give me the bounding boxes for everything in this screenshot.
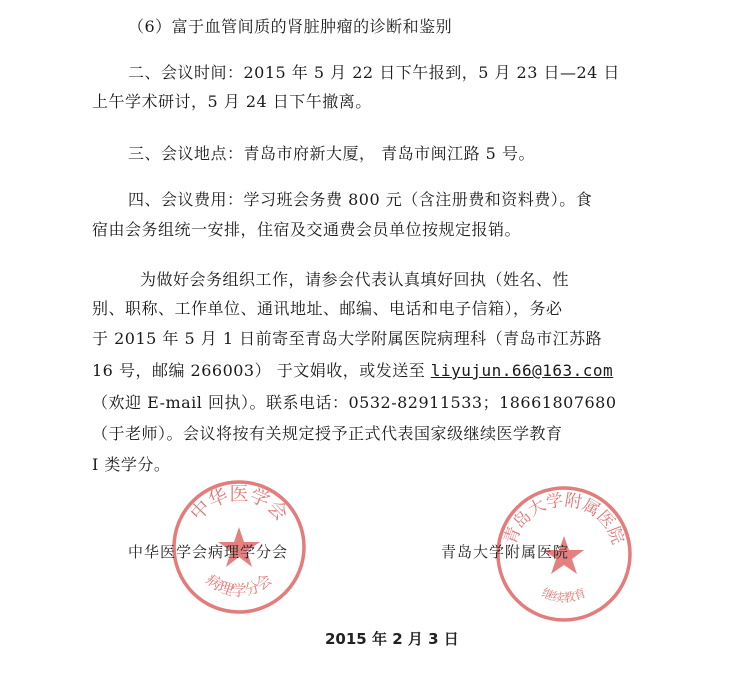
right-seal-top-text: 青岛大学附属医院	[500, 490, 628, 548]
notice-line-6: （于老师）。会议将按有关规定授予正式代表国家级继续医学教育	[92, 424, 563, 443]
meeting-fee-line-2: 宿由会务组统一安排，住宿及交通费会员单位按规定报销。	[92, 220, 522, 239]
right-seal-bottom-text: 继续教育	[539, 585, 589, 606]
notice-line-7: I 类学分。	[92, 455, 171, 474]
meeting-fee-line-1: 四、会议费用：学习班会务费 800 元（含注册费和资料费）。食	[128, 190, 593, 209]
left-seal-top-text: 中华医学会	[186, 483, 292, 525]
meeting-time-line-1: 二、会议时间：2015 年 5 月 22 日下午报到，5 月 23 日—24 日	[128, 63, 620, 82]
agenda-item-6: （6）富于血管间质的肾脏肿瘤的诊断和鉴别	[128, 17, 453, 36]
issue-date: 2015 年 2 月 3 日	[325, 630, 459, 648]
signature-left: 中华医学会病理学分会	[128, 543, 289, 561]
notice-line-2: 别、职称、工作单位、通讯地址、邮编、电话和电子信箱），务必	[92, 299, 563, 318]
notice-line-3: 于 2015 年 5 月 1 日前寄至青岛大学附属医院病理科（青岛市江苏路	[92, 329, 603, 348]
notice-line-1: 为做好会务组织工作，请参会代表认真填好回执（姓名、性	[140, 270, 570, 289]
meeting-time-line-2: 上午学术研讨，5 月 24 日下午撤离。	[92, 92, 372, 111]
notice-line-5: （欢迎 E-mail 回执）。联系电话：0532-82911533；18661807680	[92, 393, 617, 412]
email-link[interactable]: liyujun.66@163.com	[430, 361, 614, 380]
notice-line-4-text: 16 号，邮编 266003） 于文娟收，或发送至	[92, 361, 431, 380]
left-seal-bottom-text: 病理学分会	[202, 570, 276, 600]
signature-right: 青岛大学附属医院	[441, 543, 570, 561]
notice-line-4	[92, 361, 613, 381]
meeting-place: 三、会议地点：青岛市府新大厦， 青岛市闽江路 5 号。	[128, 144, 535, 163]
